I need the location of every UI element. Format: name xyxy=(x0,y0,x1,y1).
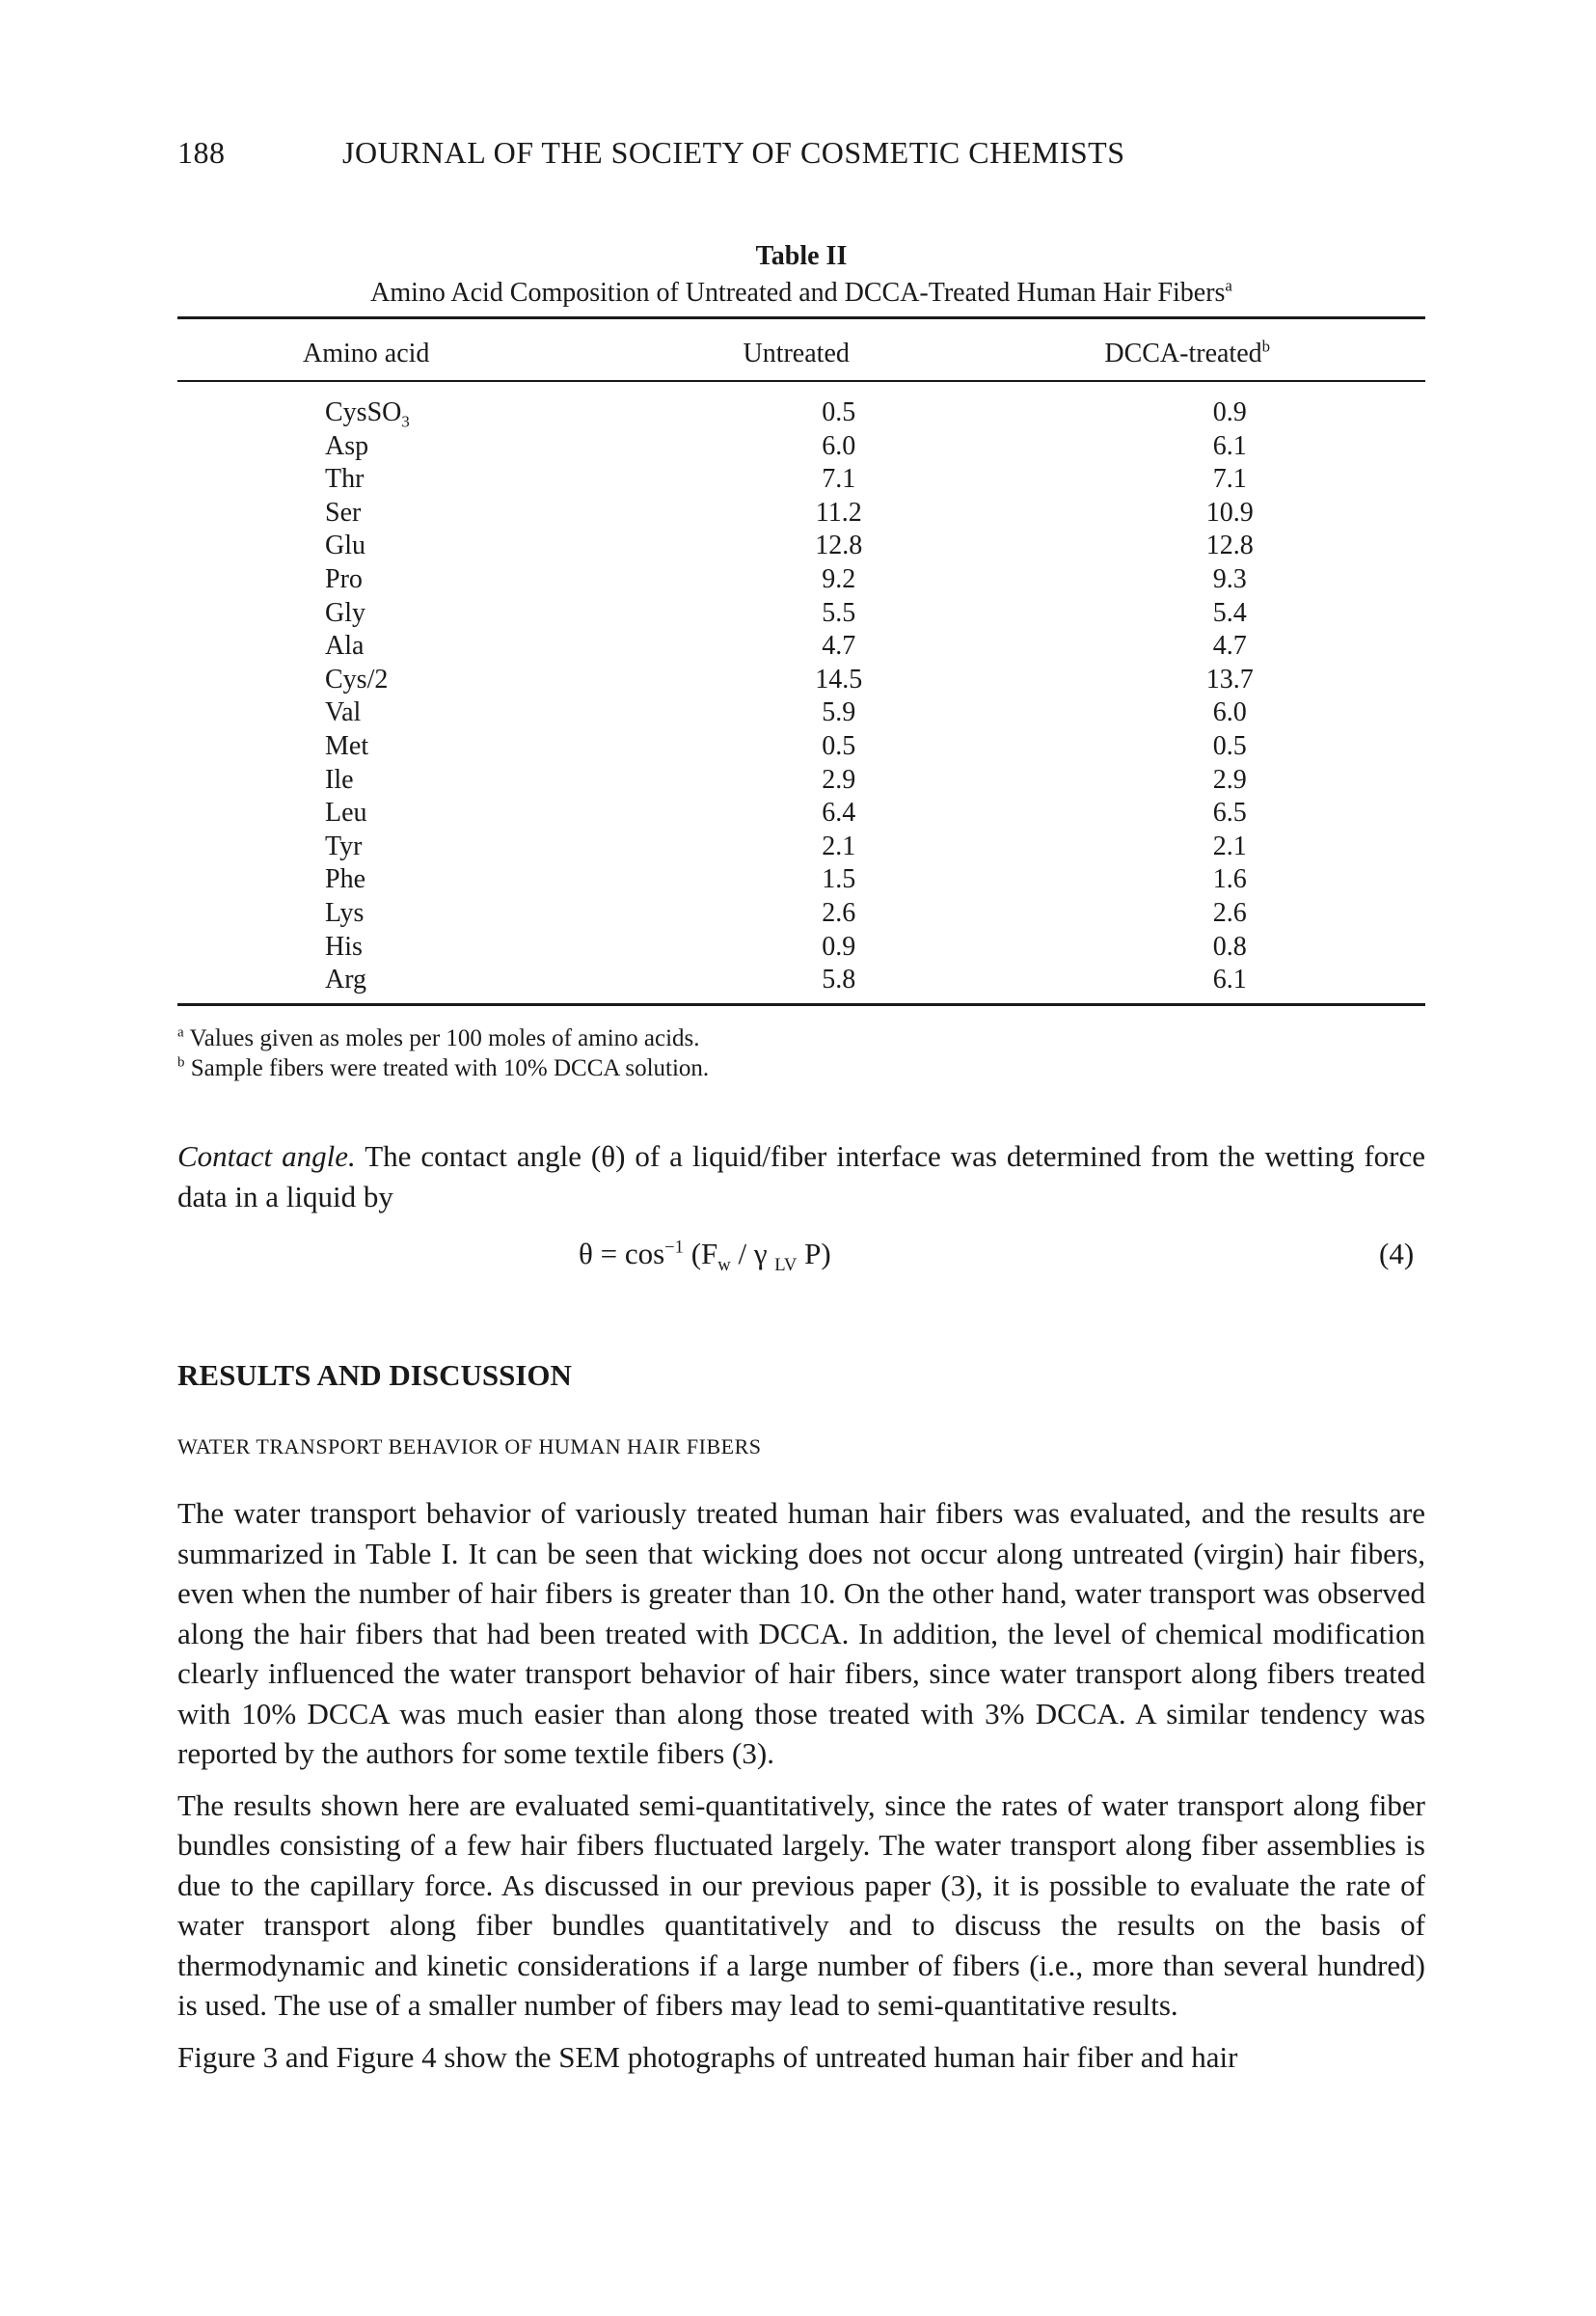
untreated-value: 0.9 xyxy=(822,931,856,962)
table-label: Table II xyxy=(755,241,848,271)
amino-acid-name: Ile xyxy=(325,764,354,795)
untreated-value: 0.5 xyxy=(822,730,856,761)
column-header-amino-acid: Amino acid xyxy=(303,339,430,368)
equation-part: θ = cos xyxy=(579,1237,665,1270)
footnote-text: Sample fibers were treated with 10% DCCA solution. xyxy=(190,1055,710,1081)
table-header xyxy=(177,338,1425,371)
table-caption xyxy=(177,278,1425,309)
untreated-value: 2.1 xyxy=(822,831,856,861)
treated-value: 10.9 xyxy=(1205,497,1254,528)
treated-value: 4.7 xyxy=(1212,631,1247,662)
treated-value: 6.1 xyxy=(1212,430,1247,461)
table-header-rule xyxy=(177,380,1425,382)
amino-acid-cell xyxy=(177,630,643,664)
paragraph: The results shown here are evaluated semi-quantitatively, since the rates of water transport along fiber bundles consisting of a few hair fibers fluctuated largely. The water transport along fiber assemblies is due to the capillary force. As discussed in our previous paper (3), it is possible to evaluate the rate of water transport along fiber bundles quantitatively and to discuss the results on the basis of thermodynamic and kinetic considerations if a large number of fibers (i.e., more than several hundred) is used. The use of a smaller number of fibers may lead to semi-quantitative results. xyxy=(177,1787,1425,2022)
column-header-treated xyxy=(949,338,1425,371)
amino-acid-name: His xyxy=(325,931,363,962)
contact-angle-paragraph xyxy=(177,1136,1425,1228)
table-row xyxy=(177,497,1425,531)
treated-value: 2.9 xyxy=(1212,764,1247,795)
amino-acid-cell xyxy=(177,730,643,764)
untreated-value: 14.5 xyxy=(815,664,863,695)
amino-acid-cell xyxy=(177,497,643,531)
equation-part: P) xyxy=(797,1237,831,1270)
untreated-value: 5.5 xyxy=(822,597,856,628)
treated-value: 7.1 xyxy=(1212,464,1247,495)
equation-4 xyxy=(579,1237,831,1276)
table-footnote-b xyxy=(177,1055,709,1082)
untreated-value: 2.6 xyxy=(822,897,856,928)
treated-value: 6.1 xyxy=(1212,965,1247,995)
untreated-value: 5.9 xyxy=(822,697,856,728)
amino-acid-name: Phe xyxy=(325,864,365,895)
untreated-value: 4.7 xyxy=(822,631,856,662)
footnote-mark: a xyxy=(177,1024,184,1041)
table-top-rule xyxy=(177,316,1425,319)
amino-acid-name: Arg xyxy=(325,965,367,995)
amino-acid-cell xyxy=(177,597,643,631)
amino-acid-cell xyxy=(177,563,643,597)
amino-acid-name: Glu xyxy=(325,531,365,561)
table-row xyxy=(177,463,1425,497)
treated-value: 0.9 xyxy=(1212,397,1247,427)
amino-acid-cell xyxy=(177,764,643,798)
amino-acid-name: Thr xyxy=(325,464,365,495)
amino-acid-cell xyxy=(177,396,643,430)
untreated-value: 5.8 xyxy=(822,965,856,995)
footnote-text: Values given as moles per 100 moles of amino acids. xyxy=(189,1025,700,1051)
paragraph: The water transport behavior of variously treated human hair fibers was evaluated, and the results are summarized in Table I. It can be seen that wicking does not occur along untreated (virgin) hair fibers, even when the number of hair fibers is greater than 10. On the other hand, water transport was observed along the hair fibers that had been treated with DCCA. In addition, the level of chemical modification clearly influenced the water transport behavior of hair fibers, since water transport along fibers treated with 10% DCCA was much easier than along those treated with 3% DCCA. A similar tendency was reported by the authors for some textile fibers (3). xyxy=(177,1496,1425,1770)
table-row xyxy=(177,597,1425,631)
untreated-value: 11.2 xyxy=(815,497,862,528)
table-row xyxy=(177,764,1425,798)
untreated-value: 7.1 xyxy=(822,464,856,495)
amino-acid-cell xyxy=(177,931,643,965)
amino-acid-cell xyxy=(177,696,643,730)
treated-value: 9.3 xyxy=(1212,563,1247,594)
treated-value: 0.5 xyxy=(1212,730,1247,761)
equation-part: / γ xyxy=(730,1237,775,1270)
table-row xyxy=(177,530,1425,563)
paragraph: Figure 3 and Figure 4 show the SEM photographs of untreated human hair fiber and hair xyxy=(177,2039,1238,2074)
amino-acid-name: Cys/2 xyxy=(325,664,389,695)
table-row xyxy=(177,664,1425,697)
untreated-value: 6.0 xyxy=(822,430,856,461)
subsection-heading: WATER TRANSPORT BEHAVIOR OF HUMAN HAIR FIBERS xyxy=(177,1434,762,1458)
amino-acid-name: Tyr xyxy=(325,831,363,861)
untreated-value: 12.8 xyxy=(815,531,863,561)
table-bottom-rule xyxy=(177,1003,1425,1006)
column-header-untreated: Untreated xyxy=(743,339,850,368)
amino-acid-name: Leu xyxy=(325,798,367,829)
amino-acid-name: Asp xyxy=(325,430,369,461)
table-row xyxy=(177,964,1425,997)
amino-acid-name: Ser xyxy=(325,497,362,528)
amino-acid-cell xyxy=(177,897,643,931)
amino-acid-name: Lys xyxy=(325,897,365,928)
amino-acid-cell xyxy=(177,463,643,497)
treated-value: 1.6 xyxy=(1212,864,1247,895)
amino-acid-cell xyxy=(177,831,643,864)
body-text xyxy=(177,1493,1425,2088)
table-row xyxy=(177,730,1425,764)
amino-acid-name: Gly xyxy=(325,597,365,628)
footnote-mark: b xyxy=(1261,337,1271,356)
amino-acid-cell xyxy=(177,863,643,897)
equation-part: LV xyxy=(774,1255,798,1276)
section-heading: RESULTS AND DISCUSSION xyxy=(177,1358,572,1392)
treated-value: 0.8 xyxy=(1212,931,1247,962)
table-row xyxy=(177,897,1425,931)
treated-value: 13.7 xyxy=(1205,664,1254,695)
paragraph-text: The contact angle (θ) of a liquid/fiber interface was determined from the wetting force data in a liquid by xyxy=(177,1139,1425,1213)
table-footnote-a xyxy=(177,1025,700,1052)
column-header-treated-text: DCCA-treated xyxy=(1104,339,1262,368)
amino-acid-name: Val xyxy=(325,697,362,728)
page-number: 188 xyxy=(177,135,226,170)
table-row xyxy=(177,831,1425,864)
table-row xyxy=(177,696,1425,730)
table-row xyxy=(177,931,1425,965)
subscript: 3 xyxy=(401,412,410,431)
table-row xyxy=(177,396,1425,430)
untreated-value: 2.9 xyxy=(822,764,856,795)
table-row xyxy=(177,863,1425,897)
amino-acid-cell xyxy=(177,530,643,563)
footnote-mark: b xyxy=(177,1054,185,1071)
table-row xyxy=(177,797,1425,831)
treated-value: 2.1 xyxy=(1212,831,1247,861)
treated-value: 2.6 xyxy=(1212,897,1247,928)
amino-acid-cell xyxy=(177,964,643,997)
untreated-value: 1.5 xyxy=(822,864,856,895)
table-row xyxy=(177,630,1425,664)
equation-part: w xyxy=(717,1255,731,1276)
table-row xyxy=(177,563,1425,597)
amino-acid-cell xyxy=(177,797,643,831)
amino-acid-cell xyxy=(177,430,643,464)
treated-value: 12.8 xyxy=(1205,531,1254,561)
equation-part: (F xyxy=(683,1237,718,1270)
equation-number: (4) xyxy=(1379,1237,1415,1270)
untreated-value: 6.4 xyxy=(822,798,856,829)
equation-part: −1 xyxy=(664,1237,684,1258)
running-header: JOURNAL OF THE SOCIETY OF COSMETIC CHEMISTS xyxy=(342,135,1125,170)
table-row xyxy=(177,430,1425,464)
treated-value: 5.4 xyxy=(1212,597,1247,628)
treated-value: 6.5 xyxy=(1212,798,1247,829)
table-caption-text: Amino Acid Composition of Untreated and DCCA-Treated Human Hair Fibers xyxy=(370,278,1226,308)
treated-value: 6.0 xyxy=(1212,697,1247,728)
amino-acid-cell xyxy=(177,664,643,697)
amino-acid-name: Ala xyxy=(325,631,365,662)
amino-acid-name: Met xyxy=(325,730,369,761)
amino-acid-name: CysSO xyxy=(325,397,402,427)
run-in-heading: Contact angle. xyxy=(177,1139,356,1173)
footnote-mark: a xyxy=(1225,276,1232,295)
amino-acid-table xyxy=(177,396,1425,997)
untreated-value: 0.5 xyxy=(822,397,856,427)
untreated-value: 9.2 xyxy=(822,563,856,594)
amino-acid-name: Pro xyxy=(325,563,363,594)
